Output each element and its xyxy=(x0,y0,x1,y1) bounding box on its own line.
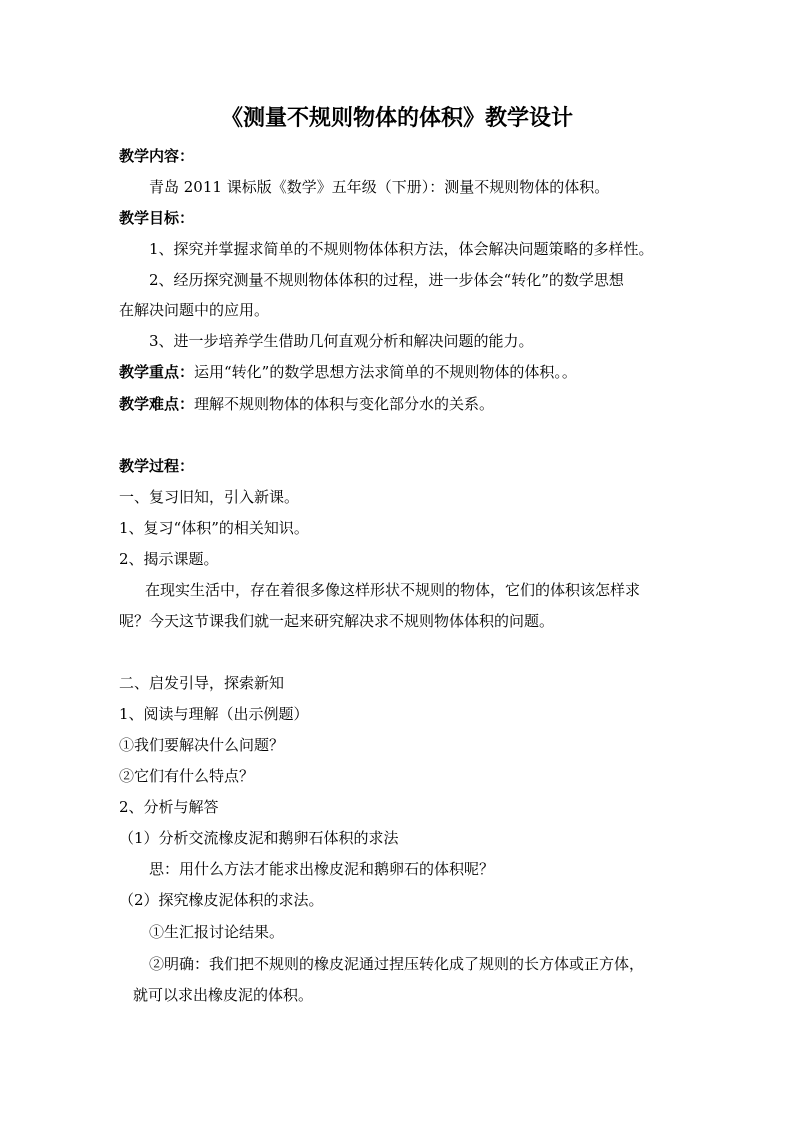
part1-para-line1: 在现实生活中，存在着很多像这样形状不规则的物体，它们的体积该怎样求 xyxy=(145,581,641,599)
part2-sub1-think: 思：用什么方法才能求出橡皮泥和鹅卵石的体积呢？ xyxy=(149,860,495,878)
part2-sub2: （2）探究橡皮泥体积的求法。 xyxy=(119,891,324,909)
goal-3: 3、进一步培养学生借助几何直观分析和解决问题的能力。 xyxy=(149,332,534,350)
part2-sub2-b-line2: 就可以求出橡皮泥的体积。 xyxy=(133,986,314,1004)
part1-item1: 1、复习“体积”的相关知识。 xyxy=(119,519,309,537)
goal-2-line2: 在解决问题中的应用。 xyxy=(119,301,270,319)
part2-sub2-a: ①生汇报讨论结果。 xyxy=(149,923,285,941)
content-text: 青岛 2011 课标版《数学》五年级（下册）：测量不规则物体的体积。 xyxy=(149,178,610,196)
difficulty-label: 教学难点： xyxy=(119,395,195,413)
goal-1: 1、探究并掌握求简单的不规则物体体积方法，体会解决问题策略的多样性。 xyxy=(149,240,654,258)
goals-heading: 教学目标： xyxy=(119,209,195,227)
part2-sub1: （1）分析交流橡皮泥和鹅卵石体积的求法 xyxy=(119,829,399,847)
part2-question2: ②它们有什么特点？ xyxy=(119,767,255,785)
document-title: 《测量不规则物体的体积》教学设计 xyxy=(220,105,573,131)
part1-item2: 2、揭示课题。 xyxy=(119,550,219,568)
part2-item1: 1、阅读与理解（出示例题） xyxy=(119,705,309,723)
difficulty-text: 理解不规则物体的体积与变化部分水的关系。 xyxy=(194,395,495,413)
difficulty-row xyxy=(119,394,494,414)
content-heading: 教学内容： xyxy=(119,147,195,165)
part1-para-line2: 呢？今天这节课我们就一起来研究解决求不规则物体体积的问题。 xyxy=(119,612,555,630)
process-heading: 教学过程： xyxy=(119,457,195,475)
part2-sub2-b-line1: ②明确：我们把不规则的橡皮泥通过捏压转化成了规则的长方体或正方体， xyxy=(149,955,645,973)
goal-2-line1: 2、经历探究测量不规则物体体积的过程，进一步体会“转化”的数学思想 xyxy=(149,271,624,289)
key-point-row xyxy=(119,362,577,382)
key-point-label: 教学重点： xyxy=(119,363,195,381)
part2-question1: ①我们要解决什么问题？ xyxy=(119,736,285,754)
part2-item2: 2、分析与解答 xyxy=(119,798,219,816)
part2-heading: 二、启发引导，探索新知 xyxy=(119,674,285,692)
key-point-text: 运用“转化”的数学思想方法求简单的不规则物体的体积。。 xyxy=(194,363,577,381)
part1-heading: 一、复习旧知，引入新课。 xyxy=(119,488,300,506)
